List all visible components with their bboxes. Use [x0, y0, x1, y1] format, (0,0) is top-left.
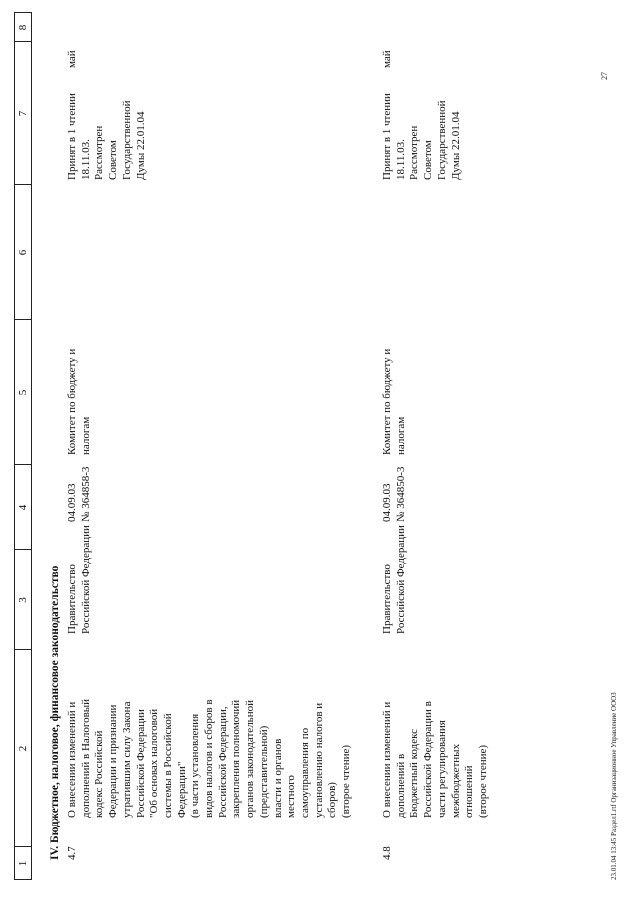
- column-number-7: 7: [17, 110, 29, 117]
- bill-title: О внесении изменений и дополнений в Бюджетный кодекс Российской Федерации в части регулирования межбюджетных отношений (второе чтение): [381, 701, 489, 818]
- row-number: 4.8: [381, 846, 393, 860]
- column-number-5: 5: [17, 389, 29, 396]
- column-number-4: 4: [17, 504, 29, 511]
- committee: Комитет по бюджету и налогам: [66, 348, 92, 455]
- column-number-3: 3: [17, 597, 29, 603]
- month: май: [381, 50, 393, 68]
- status: Принят в 1 чтении 18.11.03. Рассмотрен Советом Государственной Думы 22.01.04: [381, 93, 462, 180]
- column-number-1: 1: [17, 860, 29, 867]
- bill-title: О внесении изменений и дополнений в Налоговый кодекс Российской Федерации и признании утратившим силу Закона Российской Федерации "Об основах налоговой системы в Российской Федерации" (в части установления видов налогов и сборов в Российской Федерации, закрепления полномочий органов законодательной (представительной) власти и органов местного самоуправления по установлению налогов и сборов) (второе чтение): [66, 698, 353, 818]
- page-number: 27: [600, 72, 609, 80]
- month: май: [66, 50, 78, 68]
- row-number: 4.7: [66, 846, 78, 860]
- registration: 04.09.03 № 364858-3: [66, 466, 92, 522]
- initiator: Правительство Российской Федерации: [381, 525, 407, 634]
- committee: Комитет по бюджету и налогам: [381, 348, 407, 455]
- registration: 04.09.03 № 364850-3: [381, 466, 407, 522]
- print-stamp: 23.01.04 13:45 Раздел1.rtf Организационное Управление ОООЗ: [610, 692, 618, 880]
- column-number-2: 2: [17, 745, 29, 752]
- header-bottom-border: [31, 12, 32, 880]
- column-number-8: 8: [17, 24, 29, 31]
- status: Принят в 1 чтении 18.11.03. Рассмотрен Советом Государственной Думы 22.01.04: [66, 93, 147, 180]
- table-top-border: [14, 12, 15, 880]
- initiator: Правительство Российской Федерации: [66, 525, 92, 634]
- section-title: IV. Бюджетное, налоговое, финансовое законодательство: [49, 565, 61, 860]
- column-number-6: 6: [17, 249, 29, 256]
- rotated-table-sheet: [14, 12, 626, 880]
